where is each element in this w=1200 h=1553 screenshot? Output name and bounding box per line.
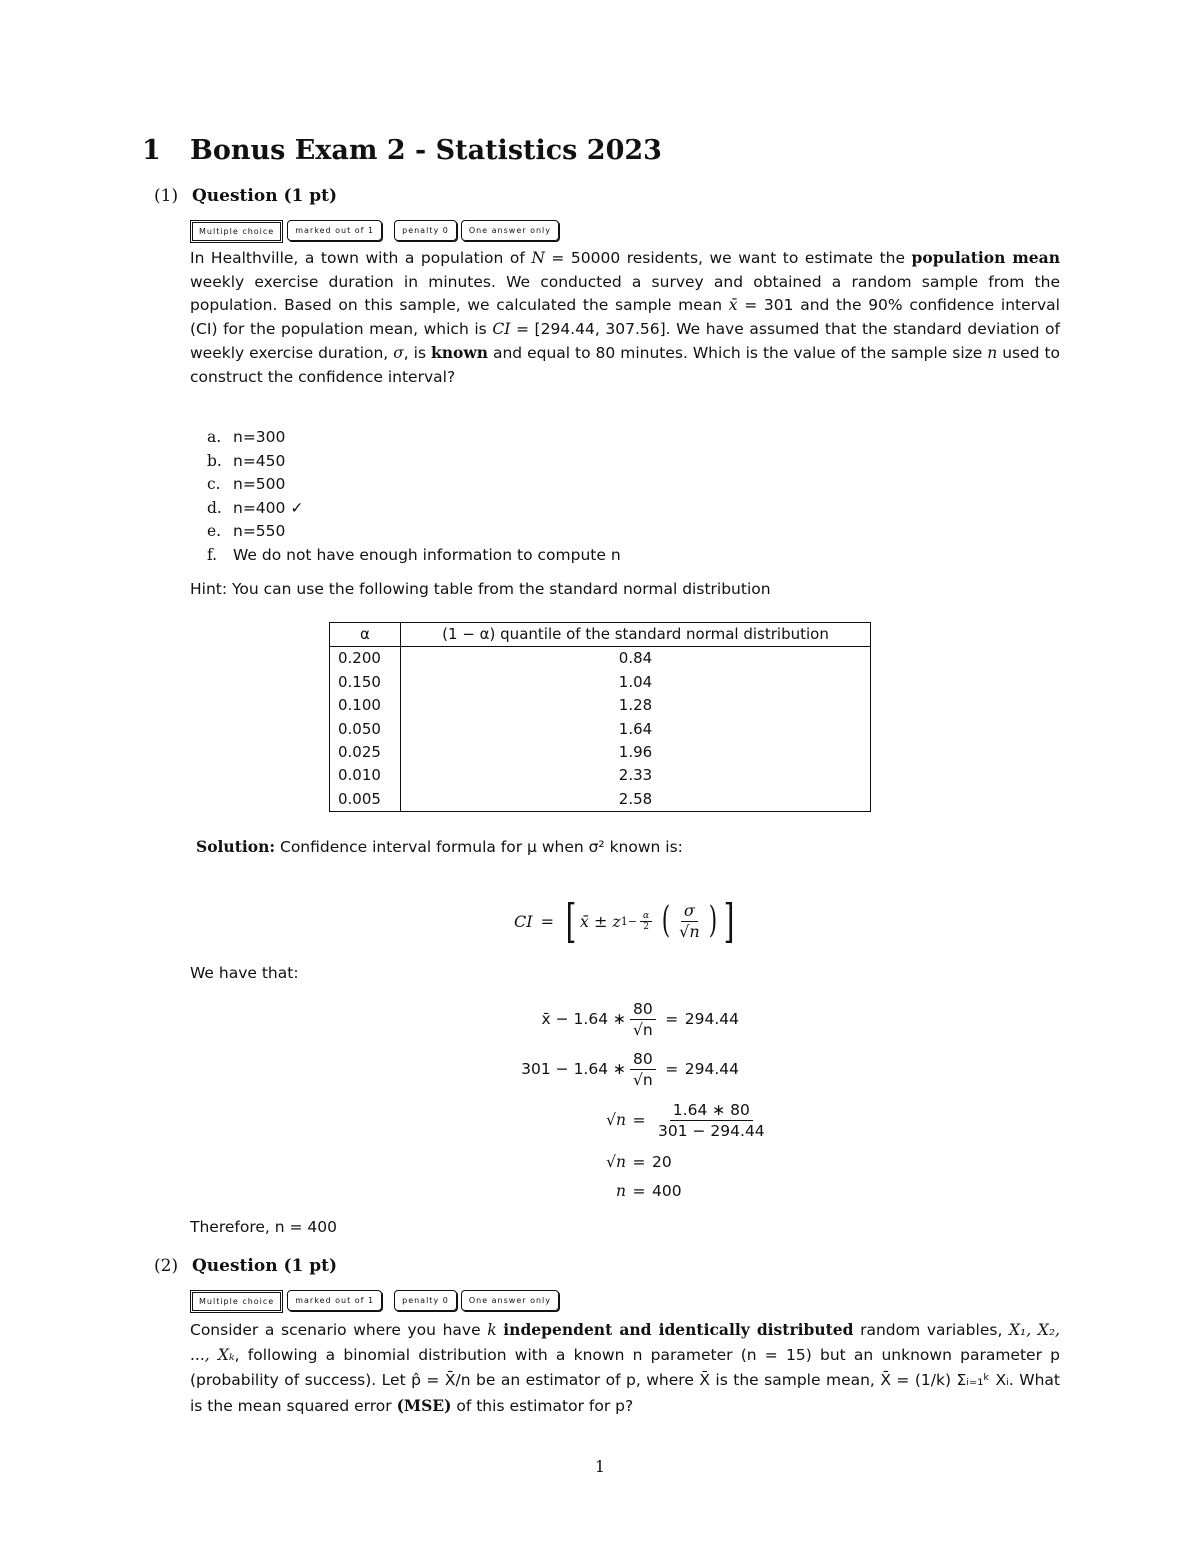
section-title: Bonus Exam 2 - Statistics 2023: [190, 135, 662, 166]
formula-sigma: σ: [681, 901, 698, 922]
step-numerator: 80: [630, 999, 656, 1020]
formula-paren-close-icon: ): [708, 900, 717, 941]
derivation-step: [440, 996, 840, 1042]
option-label: a.: [207, 428, 222, 446]
q2-text-part: of this estimator for p?: [451, 1397, 634, 1415]
derivation-step: [440, 1046, 840, 1092]
answer-option[interactable]: [207, 520, 621, 544]
formula-paren-open-icon: (: [661, 900, 671, 941]
table-cell: 0.010: [330, 764, 401, 787]
table-row: [330, 788, 871, 812]
table-cell: 0.150: [330, 671, 401, 694]
tag-marks: marked out of 1: [287, 220, 382, 241]
step-denominator: 301 − 294.44: [658, 1121, 765, 1140]
table-row: [330, 741, 871, 764]
question-2-tags: [190, 1290, 559, 1313]
question-1-number: (1): [154, 186, 179, 206]
question-1-text: [190, 246, 1060, 389]
formula-xbar: x̄: [579, 911, 589, 931]
we-have-that: We have that:: [190, 964, 299, 982]
normal-quantile-table: [329, 622, 871, 812]
formula-z-subscript: [621, 911, 655, 932]
option-text: n=400 ✓: [233, 498, 304, 517]
solution-text: Confidence interval formula for μ when σ² known is:: [275, 838, 683, 856]
q2-text-part: , following a binomial distribution with a known n parameter (n = 15) but an unknown parameter p (probability of success). Let p̂ = X̄/n be an estimator of p, where X̄ is the sample mean, X̄ = (1/k) Σᵢ₌₁ᵏ Xᵢ. What is the mean squared error: [190, 1346, 1061, 1415]
step-fraction: [630, 1049, 656, 1090]
solution-label: Solution:: [196, 837, 276, 856]
table-cell: 0.050: [330, 718, 401, 741]
table-cell: 1.28: [401, 694, 871, 717]
step-equals: =: [665, 1010, 679, 1028]
q1-text-part: In Healthville, a town with a population of: [190, 249, 532, 267]
option-text: n=550: [233, 522, 286, 540]
q1-math-N: N: [531, 249, 545, 267]
formula-alpha: α: [640, 911, 652, 922]
solution-intro: [196, 837, 683, 856]
table-cell: 2.58: [401, 788, 871, 812]
step-rhs: 294.44: [684, 1010, 739, 1028]
question-2-title: Question (1 pt): [192, 1256, 338, 1276]
step-lhs: 301 − 1.64 ∗: [521, 1060, 626, 1078]
formula-z: z: [612, 911, 621, 931]
table-header-quantile: (1 − α) quantile of the standard normal distribution: [401, 623, 871, 647]
table-header-row: [330, 623, 871, 647]
table-cell: 0.200: [330, 647, 401, 671]
step-numerator: 80: [630, 1049, 656, 1070]
option-label: e.: [207, 522, 222, 540]
step-equals: =: [632, 1111, 646, 1129]
q1-text-part: and equal to 80 minutes. Which is the value of the sample size: [488, 344, 988, 362]
table-row: [330, 671, 871, 694]
tag-marks: marked out of 1: [287, 1290, 382, 1311]
table-row: [330, 647, 871, 671]
formula-sqrtn: √n: [679, 921, 700, 941]
step-lhs: n: [616, 1182, 626, 1200]
step-equals: =: [665, 1060, 679, 1078]
step-lhs: √n: [606, 1111, 626, 1129]
therefore-line: Therefore, n = 400: [190, 1218, 338, 1236]
table-cell: 1.96: [401, 741, 871, 764]
q1-math-xbar: x̄: [728, 296, 738, 314]
option-label: c.: [207, 475, 221, 493]
tag-multiple-choice: Multiple choice: [190, 1290, 283, 1313]
option-text: n=500: [233, 475, 286, 493]
question-1-tags: [190, 220, 559, 243]
formula-sub-one-minus: 1−: [620, 914, 638, 928]
derivation-step: [440, 1097, 840, 1143]
q2-text-part: Consider a scenario where you have: [190, 1321, 488, 1339]
formula-two: 2: [643, 921, 649, 932]
tag-penalty: penalty 0: [394, 1290, 457, 1311]
table-row: [330, 718, 871, 741]
table-cell: 0.84: [401, 647, 871, 671]
table-row: [330, 694, 871, 717]
step-fraction: [655, 1100, 768, 1141]
option-text: n=300: [233, 428, 286, 446]
option-text: We do not have enough information to compute n: [233, 545, 621, 564]
q1-bold-population-mean: population mean: [911, 248, 1060, 267]
q1-math-n: n: [987, 344, 998, 362]
step-rhs: 400: [652, 1182, 682, 1200]
q2-math-vars: X₁, X₂, ..., Xₖ: [190, 1321, 1060, 1364]
question-2-text: [190, 1317, 1060, 1419]
table-cell: 0.005: [330, 788, 401, 812]
q1-text-part: , is: [403, 344, 432, 362]
table-header-alpha: α: [330, 623, 401, 647]
step-rhs: 294.44: [684, 1060, 739, 1078]
step-lhs: √n: [606, 1153, 626, 1171]
option-text: n=450: [233, 451, 286, 470]
step-denominator: √n: [633, 1070, 653, 1089]
q1-text-part: used to construct the confidence interval?: [190, 344, 1060, 386]
formula-pm: ±: [593, 911, 608, 931]
q2-math-k: k: [487, 1321, 497, 1339]
q1-math-sigma: σ: [393, 344, 404, 362]
hint-text: Hint: You can use the following table from the standard normal distribution: [190, 580, 771, 598]
tag-answers: One answer only: [461, 220, 559, 241]
step-fraction: [630, 999, 656, 1040]
option-label: d.: [207, 498, 222, 517]
formula-alpha-over-two: [640, 911, 652, 932]
question-1-title: Question (1 pt): [192, 186, 338, 206]
q2-bold-iid: independent and identically distributed: [503, 1320, 854, 1339]
section-heading: [142, 135, 662, 166]
formula-bracket-open-icon: [: [565, 894, 577, 948]
table-cell: 2.33: [401, 764, 871, 787]
step-equals: =: [632, 1182, 646, 1200]
answer-option[interactable]: [207, 544, 621, 568]
answer-option-correct[interactable]: [207, 497, 621, 521]
answer-option[interactable]: [207, 426, 621, 450]
q1-text-part: = 301 and the 90% confidence interval (CI) for the population mean, which is: [190, 296, 1060, 338]
q1-text-part: weekly exercise duration in minutes. We conducted a survey and obtained a random sample from the population. Based on this sample, we calculated the sample mean: [190, 272, 1060, 314]
page-number: 1: [594, 1457, 606, 1476]
q2-text-part: random variables,: [853, 1321, 1009, 1339]
table-cell: 1.04: [401, 671, 871, 694]
answer-option[interactable]: [207, 450, 621, 474]
step-numerator: 1.64 ∗ 80: [670, 1100, 753, 1121]
tag-multiple-choice: Multiple choice: [190, 220, 283, 243]
option-label: b.: [207, 451, 222, 470]
table-cell: 0.025: [330, 741, 401, 764]
q1-bold-known: known: [431, 343, 488, 362]
q1-math-CI: CI: [492, 319, 511, 338]
formula-ci: CI: [514, 911, 533, 931]
formula-sigma-over-sqrtn: [676, 901, 703, 942]
question-1-heading: [154, 186, 337, 206]
table-row: [330, 764, 871, 787]
step-equals: =: [632, 1153, 646, 1171]
section-number: 1: [142, 135, 161, 166]
question-2-number: (2): [154, 1256, 179, 1276]
step-rhs: 20: [652, 1153, 672, 1171]
table-cell: 1.64: [401, 718, 871, 741]
formula-bracket-close-icon: ]: [723, 894, 735, 948]
question-2-heading: [154, 1256, 337, 1276]
derivation-step: [440, 1168, 840, 1214]
table-cell: 0.100: [330, 694, 401, 717]
q2-bold-mse: (MSE): [396, 1396, 452, 1415]
step-lhs: x̄ − 1.64 ∗: [541, 1010, 626, 1028]
option-label: f.: [207, 545, 218, 564]
ci-formula: [514, 894, 738, 948]
answer-options: [207, 426, 621, 567]
q1-text-part: = [294.44, 307.56]. We have assumed that the standard deviation of weekly exercise duration,: [190, 319, 1060, 362]
formula-equals: =: [540, 911, 554, 931]
tag-penalty: penalty 0: [394, 220, 457, 241]
step-denominator: √n: [633, 1020, 653, 1039]
tag-answers: One answer only: [461, 1290, 559, 1311]
answer-option[interactable]: [207, 473, 621, 497]
q1-text-part: = 50000 residents, we want to estimate the: [544, 249, 912, 267]
